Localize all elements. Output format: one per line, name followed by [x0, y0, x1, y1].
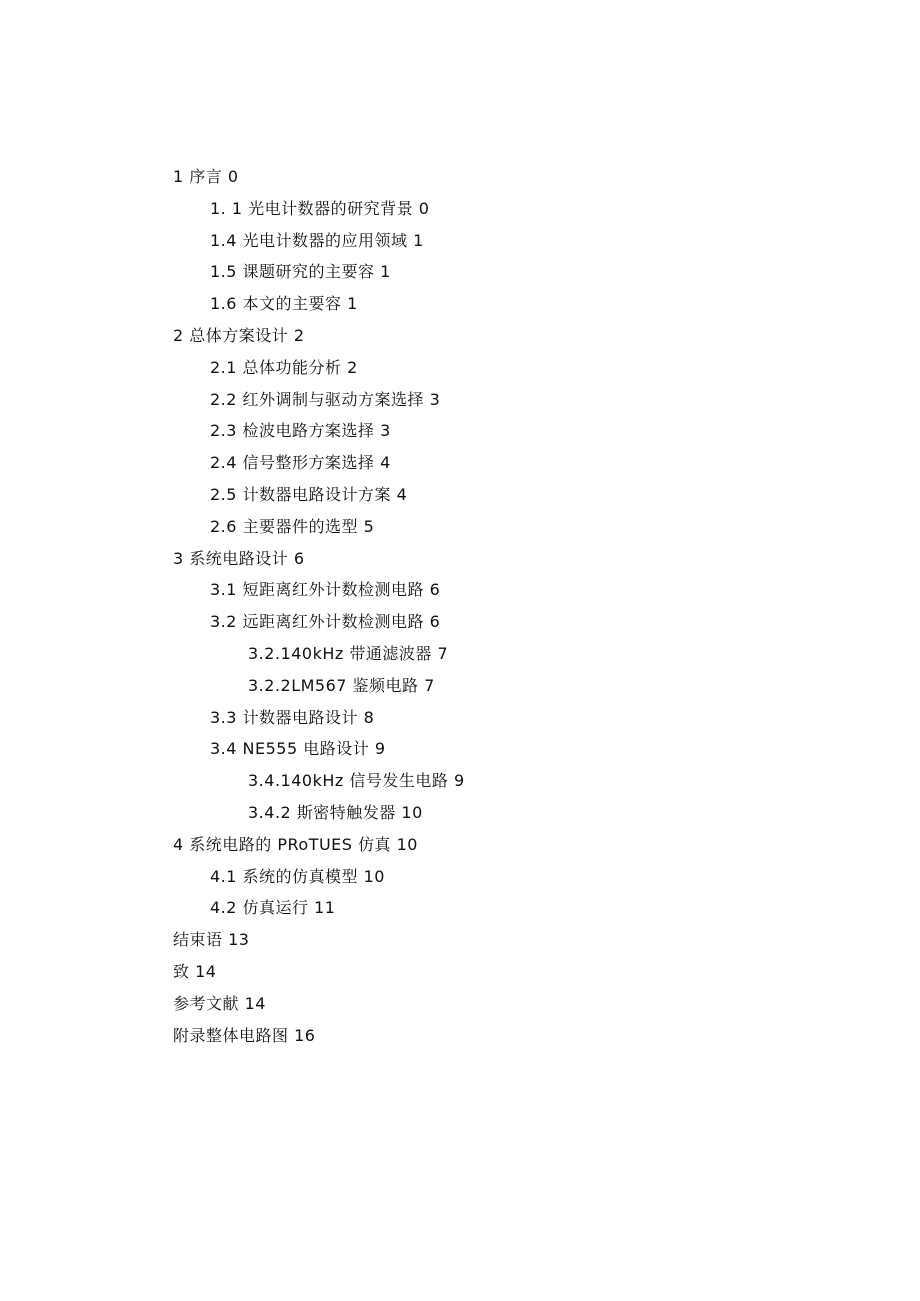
- toc-entry[interactable]: 附录整体电路图 16: [173, 1025, 316, 1045]
- toc-entry[interactable]: 1 序言 0: [173, 167, 239, 186]
- toc-entry[interactable]: 3.1 短距离红外计数检测电路 6: [210, 580, 441, 600]
- toc-entry[interactable]: 3 系统电路设计 6: [173, 548, 305, 568]
- toc-entry[interactable]: 3.4.140kHz 信号发生电路 9: [248, 771, 465, 791]
- toc-entry[interactable]: 2.2 红外调制与驱动方案选择 3: [210, 389, 441, 409]
- toc-entry[interactable]: 3.2.140kHz 带通滤波器 7: [248, 643, 449, 663]
- toc-entry[interactable]: 3.4 NE555 电路设计 9: [210, 739, 386, 759]
- toc-entry[interactable]: 2.1 总体功能分析 2: [210, 357, 358, 377]
- table-of-contents: [173, 163, 773, 1053]
- toc-entry[interactable]: 4 系统电路的 PRoTUES 仿真 10: [173, 834, 418, 854]
- toc-entry[interactable]: 2.5 计数器电路设计方案 4: [210, 484, 408, 504]
- toc-entry[interactable]: 1.4 光电计数器的应用领域 1: [210, 230, 424, 250]
- toc-entry[interactable]: 4.2 仿真运行 11: [210, 898, 336, 918]
- toc-entry[interactable]: 3.4.2 斯密特触发器 10: [248, 802, 423, 822]
- toc-entry[interactable]: 参考文献 14: [173, 993, 266, 1013]
- toc-entry[interactable]: 致 14: [173, 961, 217, 981]
- toc-entry[interactable]: 3.2 远距离红外计数检测电路 6: [210, 612, 441, 632]
- toc-entry[interactable]: 3.3 计数器电路设计 8: [210, 707, 375, 727]
- toc-entry[interactable]: 结束语 13: [173, 930, 250, 950]
- toc-entry[interactable]: 4.1 系统的仿真模型 10: [210, 866, 385, 886]
- toc-entry[interactable]: 1.6 本文的主要容 1: [210, 294, 358, 314]
- toc-entry[interactable]: 1. 1 光电计数器的研究背景 0: [210, 198, 430, 218]
- toc-entry[interactable]: 2.3 检波电路方案选择 3: [210, 421, 391, 441]
- toc-entry[interactable]: 2 总体方案设计 2: [173, 325, 305, 345]
- toc-entry[interactable]: 1.5 课题研究的主要容 1: [210, 262, 391, 282]
- toc-entry[interactable]: 2.6 主要器件的选型 5: [210, 516, 375, 536]
- toc-entry[interactable]: 2.4 信号整形方案选择 4: [210, 453, 391, 473]
- toc-entry[interactable]: 3.2.2LM567 鉴频电路 7: [248, 675, 435, 695]
